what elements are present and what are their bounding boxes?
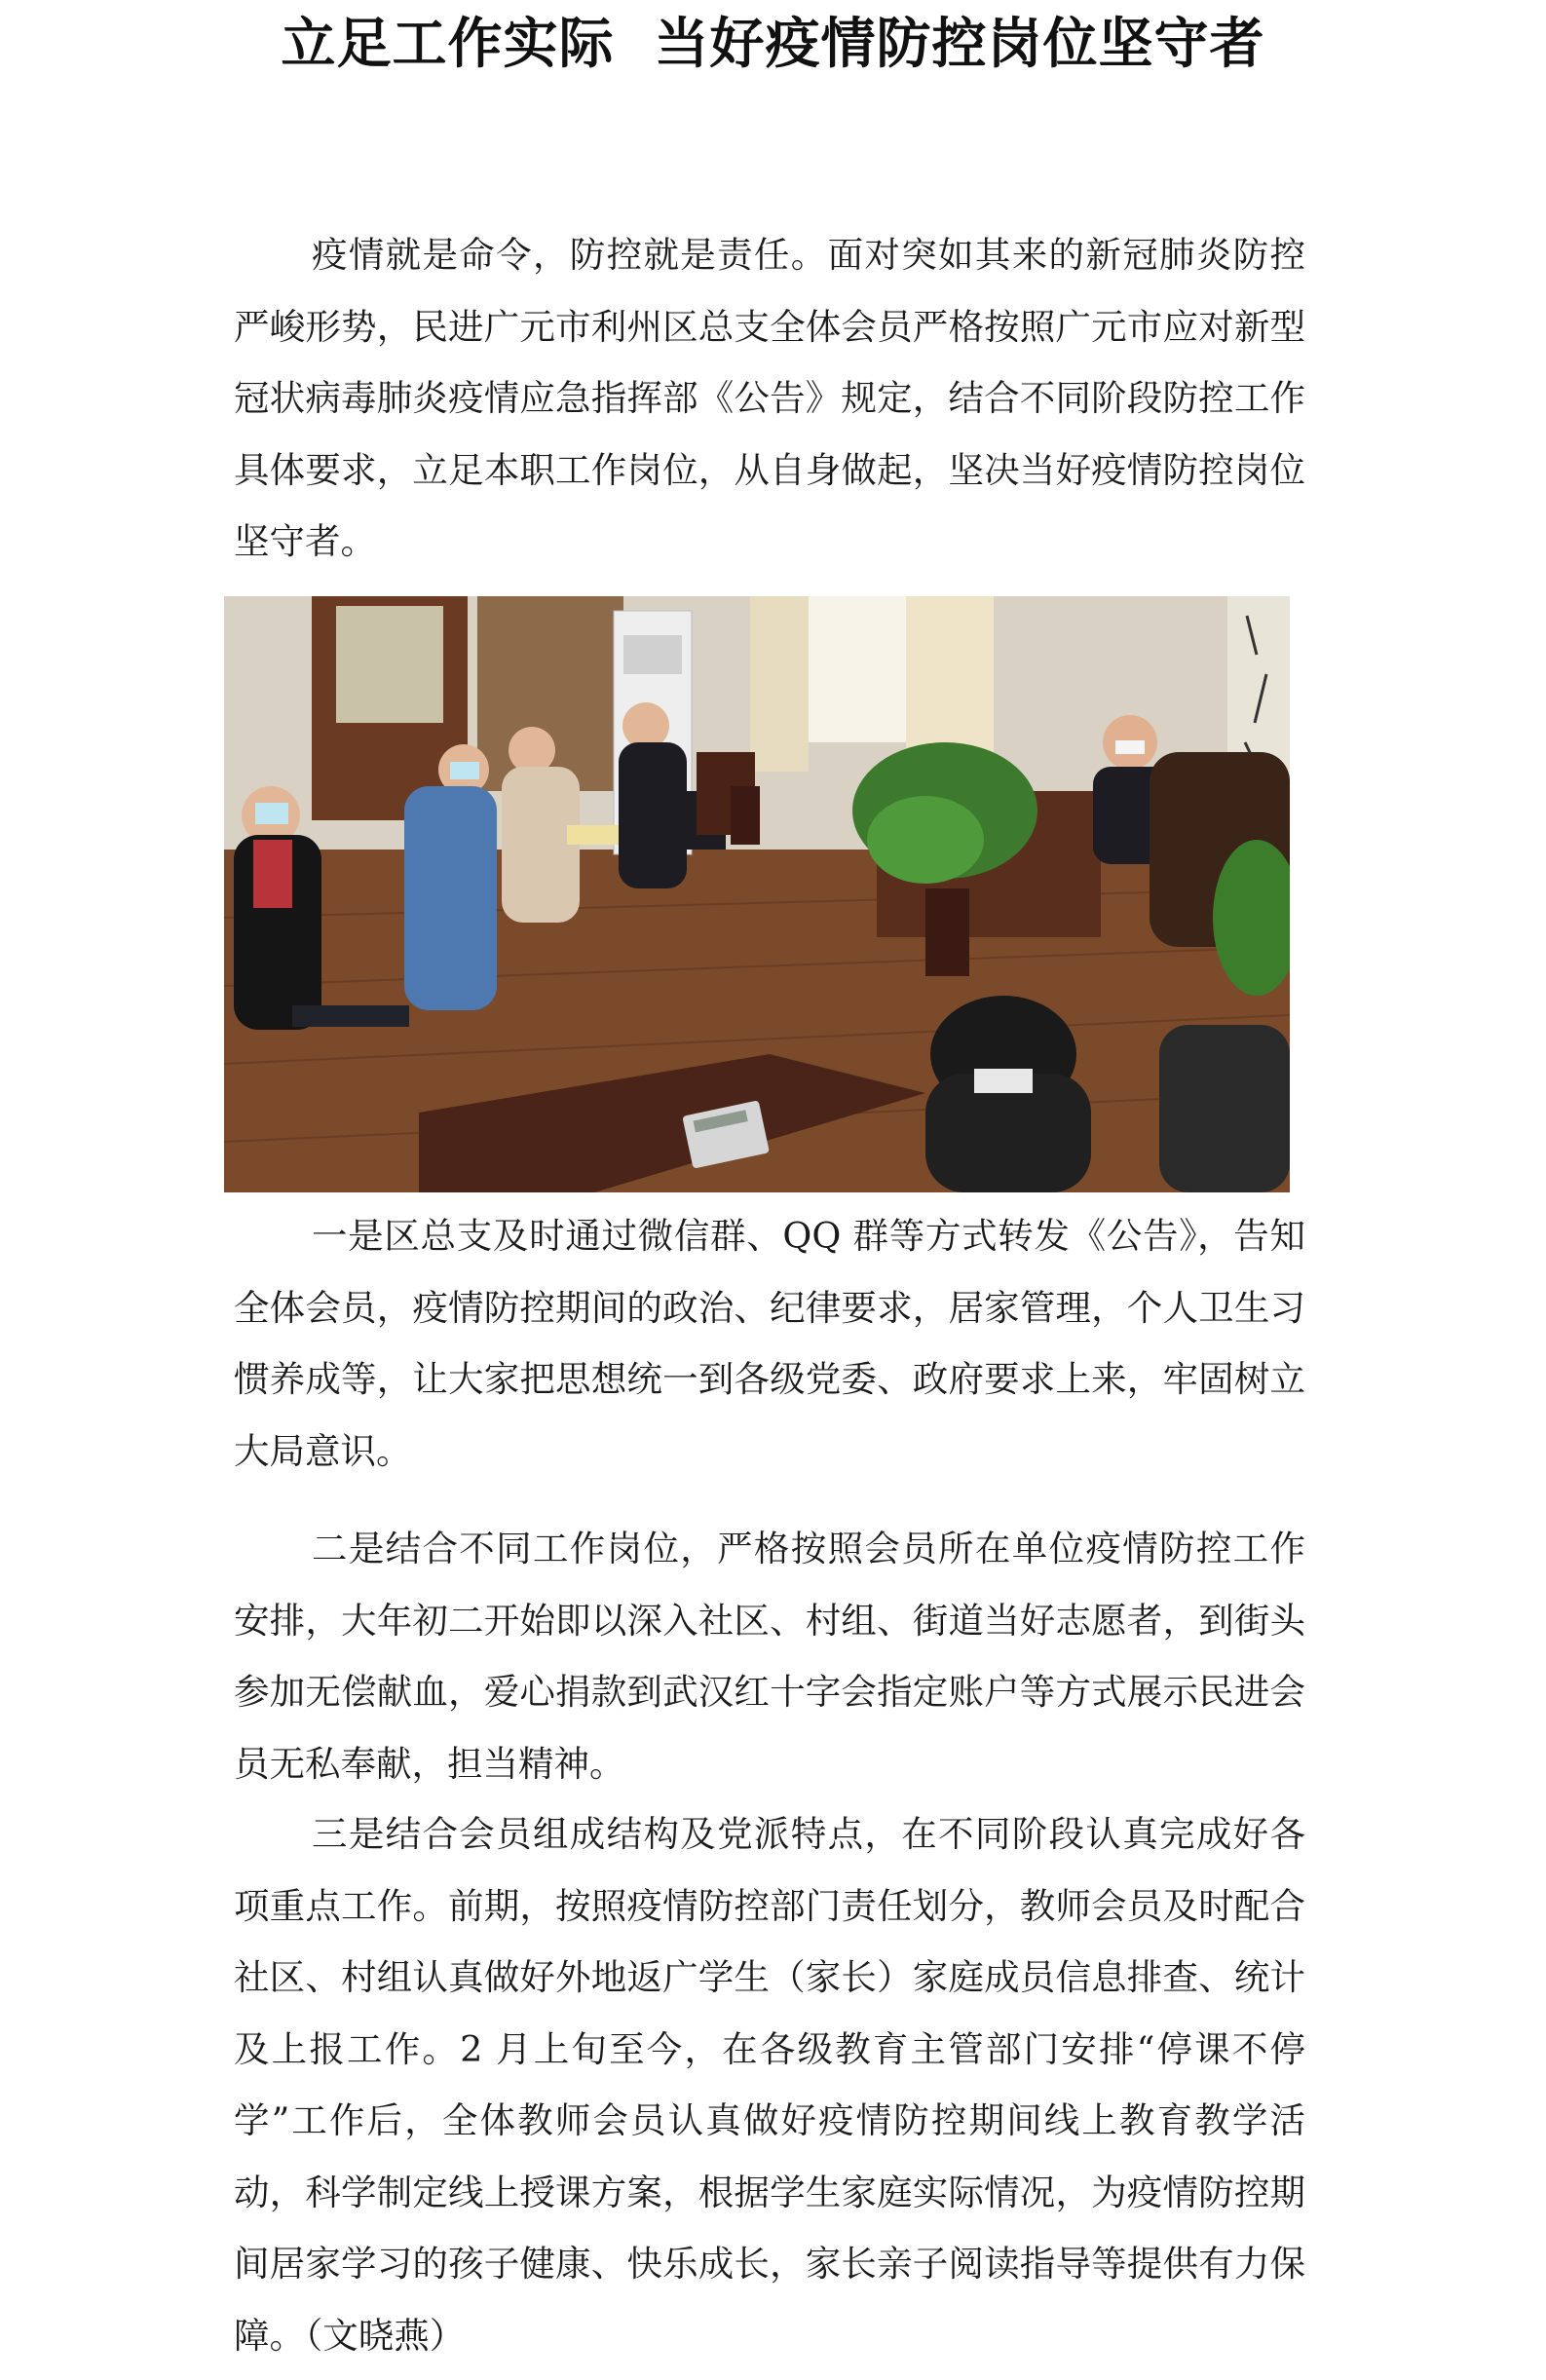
article-title: 立足工作实际 当好疫情防控岗位坚守者: [281, 13, 1265, 76]
paragraph-intro: 疫情就是命令，防控就是责任。面对突如其来的新冠肺炎防控严峻形势，民进广元市利州区总支全体会员严格按照广元市应对新型冠状病毒肺炎疫情应急指挥部《公告》规定，结合不同阶段防控工作具体要求，立足本职工作岗位，从自身做起，坚决当好疫情防控岗位坚守者。: [234, 234, 1305, 562]
paragraph-point-one: 一是区总支及时通过微信群、QQ 群等方式转发《公告》，告知全体会员，疫情防控期间的政治、纪律要求，居家管理，个人卫生习惯养成等，让大家把思想统一到各级党委、政府要求上来，牢固树立大局意识。: [234, 1215, 1305, 1472]
meeting-room-photo: [224, 596, 1290, 1192]
paragraph-point-two: 二是结合不同工作岗位，严格按照会员所在单位疫情防控工作安排，大年初二开始即以深入社区、村组、街道当好志愿者，到街头参加无偿献血，爱心捐款到武汉红十字会指定账户等方式展示民进会员无私奉献，担当精神。: [234, 1528, 1305, 1785]
paragraph-point-three: 三是结合会员组成结构及党派特点，在不同阶段认真完成好各项重点工作。前期，按照疫情防控部门责任划分，教师会员及时配合社区、村组认真做好外地返广学生（家长）家庭成员信息排查、统计及上报工作。2 月上旬至今，在各级教育主管部门安排“停课不停学”工作后，全体教师会员认真做好疫情防控期间线上教育教学活动，科学制定线上授课方案，根据学生家庭实际情况，为疫情防控期间居家学习的孩子健康、快乐成长，家长亲子阅读指导等提供有力保障。（文晓燕）: [234, 1813, 1305, 2357]
